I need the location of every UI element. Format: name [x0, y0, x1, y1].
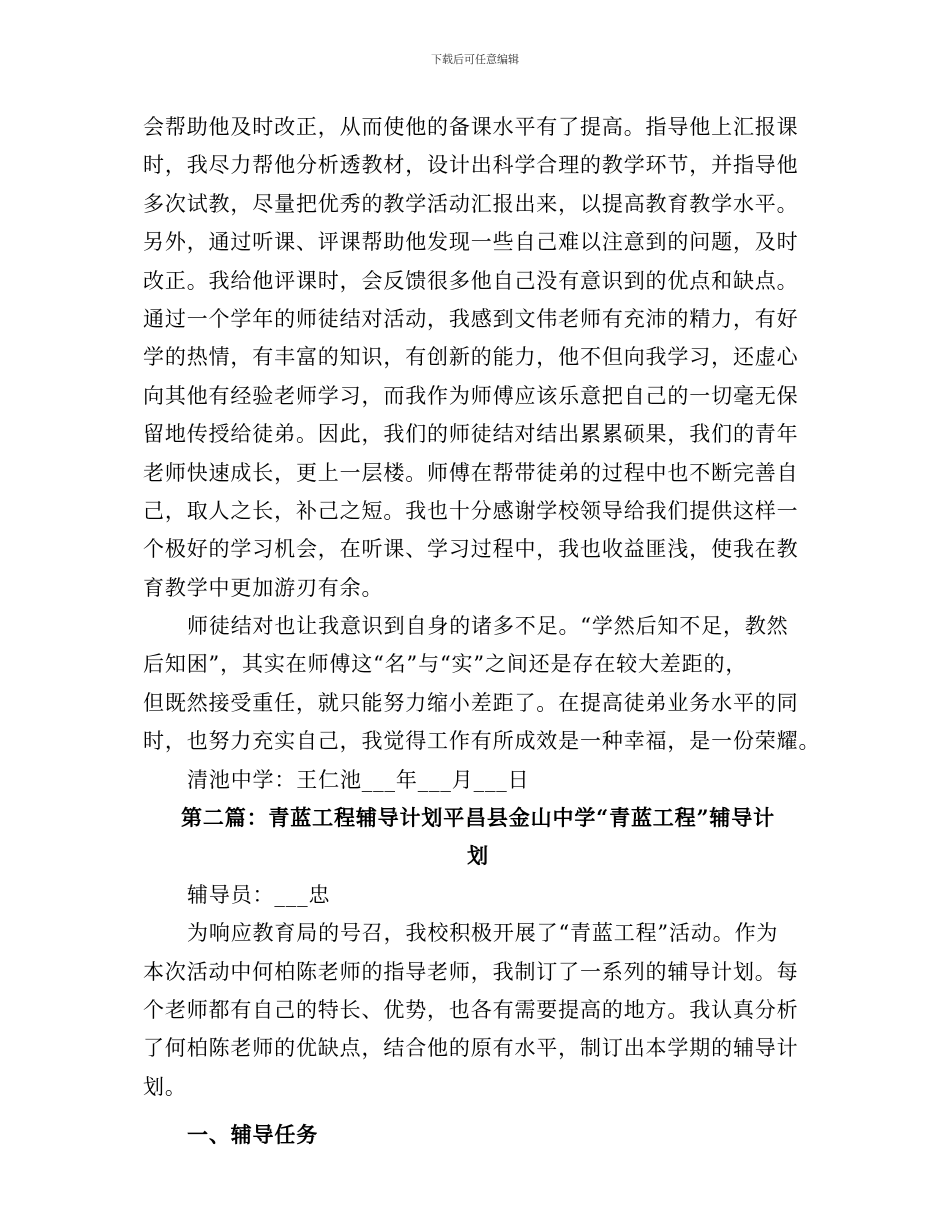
document-body — [143, 108, 821, 1155]
text-line: 通过一个学年的师徒结对活动，我感到文伟老师有充沛的精力，有好 — [143, 306, 799, 331]
text-line: 另外，通过听课、评课帮助他发现一些自己难以注意到的问题，及时 — [143, 230, 799, 255]
text-line: 划。 — [143, 1074, 187, 1099]
section-title — [143, 799, 813, 876]
text-line: 改正。我给他评课时，会反馈很多他自己没有意识到的优点和缺点。 — [143, 268, 799, 293]
text-line: 留地传授给徒弟。因此，我们的师徒结对结出累累硕果，我们的青年 — [143, 422, 799, 447]
text-line: 个极好的学习机会，在听课、学习过程中，我也收益匪浅，使我在教 — [143, 537, 799, 562]
page-header: 下载后可任意编辑 — [431, 53, 519, 66]
text-line: 时，也努力充实自己，我觉得工作有所成效是一种幸福，是一份荣耀。 — [143, 729, 821, 754]
text-line: 时，我尽力帮他分析透教材，设计出科学合理的教学环节，并指导他 — [143, 153, 799, 178]
text-line: 学的热情，有丰富的知识，有创新的能力，他不但向我学习，还虚心 — [143, 345, 799, 370]
section-title-line: 划 — [467, 843, 489, 869]
signature-line: 清池中学：王仁池___年___月___日 — [187, 767, 530, 792]
text-line: 多次试教，尽量把优秀的教学活动汇报出来，以提高教育教学水平。 — [143, 191, 799, 216]
paragraph-mentoring-summary — [143, 108, 813, 607]
text-line: 会帮助他及时改正，从而使他的备课水平有了提高。指导他上汇报课 — [143, 115, 799, 139]
text-line: 己，取人之长，补己之短。我也十分感谢学校领导给我们提供这样一 — [143, 498, 799, 523]
text-line: 师徒结对也让我意识到自身的诸多不足。“学然后知不足，教然 — [187, 614, 789, 639]
text-line: 老师快速成长，更上一层楼。师傅在帮带徒弟的过程中也不断完善自 — [143, 460, 799, 485]
text-line: 育教学中更加游刃有余。 — [143, 575, 384, 600]
text-line: 向其他有经验老师学习，而我作为师傅应该乐意把自己的一切毫无保 — [143, 383, 799, 408]
text-line: 个老师都有自己的特长、优势，也各有需要提高的地方。我认真分析 — [143, 997, 799, 1022]
paragraph-self-reflection — [143, 607, 821, 761]
text-line: 但既然接受重任，就只能努力缩小差距了。在提高徒弟业务水平的同 — [143, 690, 799, 715]
section-title-line: 第二篇：青蓝工程辅导计划平昌县金山中学“青蓝工程”辅导计 — [181, 805, 775, 831]
mentor-line: 辅导员：___忠 — [187, 882, 331, 907]
text-line: 本次活动中何柏陈老师的指导老师，我制订了一系列的辅导计划。每 — [143, 959, 799, 984]
paragraph-plan-intro — [143, 914, 813, 1106]
subheading-tasks: 一、辅导任务 — [187, 1122, 319, 1148]
text-line: 了何柏陈老师的优缺点，结合他的原有水平，制订出本学期的辅导计 — [143, 1036, 799, 1061]
text-line: 为响应教育局的号召，我校积极开展了“青蓝工程”活动。作为 — [187, 921, 779, 946]
text-line: 后知困”，其实在师傅这“名”与“实”之间还是存在较大差距的， — [143, 652, 748, 677]
